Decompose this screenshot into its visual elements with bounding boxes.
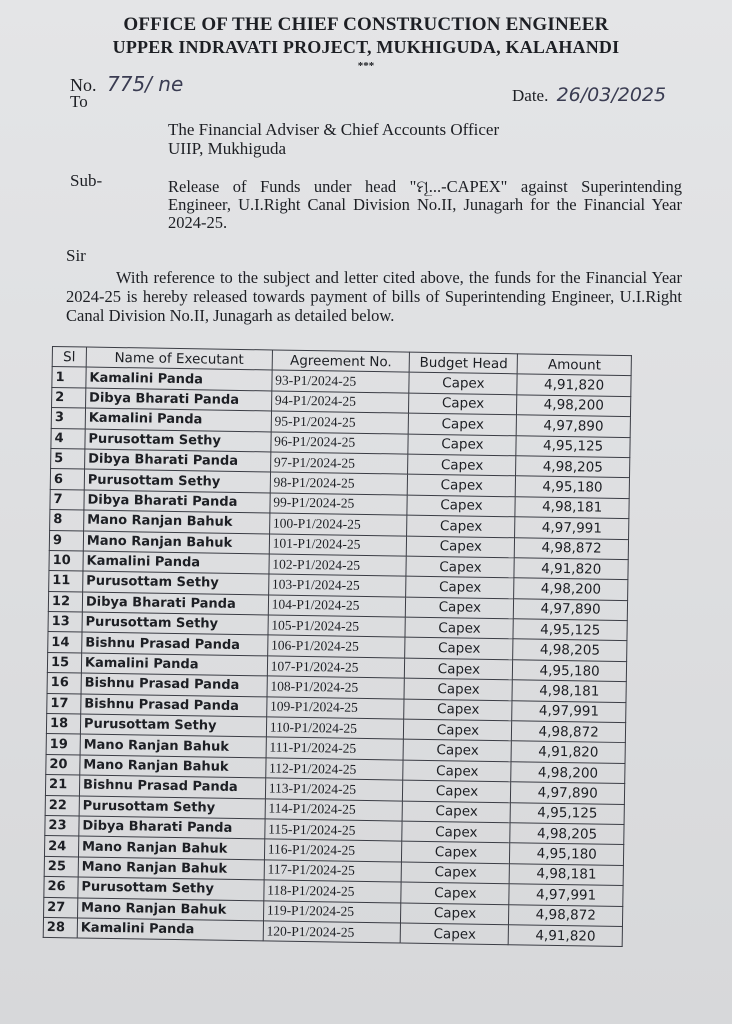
cell-sl: 16 bbox=[47, 673, 81, 694]
funds-table bbox=[43, 346, 632, 947]
table-body bbox=[43, 367, 631, 947]
cell-amount: 4,98,205 bbox=[516, 456, 630, 478]
cell-amount: 4,98,181 bbox=[512, 680, 626, 702]
cell-executant: Dibya Bharati Panda bbox=[82, 592, 268, 615]
cell-amount: 4,98,200 bbox=[517, 395, 631, 417]
cell-budget-head: Capex bbox=[405, 617, 513, 639]
office-title: OFFICE OF THE CHIEF CONSTRUCTION ENGINEER bbox=[123, 14, 609, 35]
cell-executant: Bishnu Prasad Panda bbox=[82, 632, 268, 655]
cell-budget-head: Capex bbox=[402, 821, 510, 843]
cell-budget-head: Capex bbox=[407, 536, 515, 558]
cell-amount: 4,98,200 bbox=[511, 762, 625, 784]
cell-amount: 4,98,872 bbox=[515, 537, 629, 559]
cell-sl: 24 bbox=[44, 836, 78, 857]
cell-agreement: 104-P1/2024-25 bbox=[268, 595, 406, 618]
cell-sl: 6 bbox=[50, 469, 84, 490]
cell-executant: Mano Ranjan Bahuk bbox=[83, 531, 269, 554]
cell-agreement: 113-P1/2024-25 bbox=[265, 778, 403, 801]
header-agreement: Agreement No. bbox=[272, 350, 410, 373]
cell-sl: 11 bbox=[49, 571, 83, 592]
header-budget-head: Budget Head bbox=[410, 352, 518, 374]
cell-agreement: 99-P1/2024-25 bbox=[270, 493, 408, 516]
cell-agreement: 93-P1/2024-25 bbox=[272, 370, 410, 393]
cell-sl: 28 bbox=[43, 917, 77, 938]
subject-label: Sub- bbox=[70, 171, 103, 190]
project-title: UPPER INDRAVATI PROJECT, MUKHIGUDA, KALAHANDI bbox=[112, 37, 620, 57]
cell-executant: Purusottam Sethy bbox=[79, 796, 265, 819]
cell-agreement: 111-P1/2024-25 bbox=[266, 737, 404, 760]
cell-budget-head: Capex bbox=[403, 760, 511, 782]
cell-executant: Purusottam Sethy bbox=[84, 469, 270, 492]
cell-sl: 12 bbox=[48, 591, 82, 612]
cell-amount: 4,97,991 bbox=[509, 884, 623, 906]
cell-executant: Kamalini Panda bbox=[85, 408, 271, 431]
cell-amount: 4,97,890 bbox=[514, 598, 628, 620]
cell-executant: Dibya Bharati Panda bbox=[79, 816, 265, 839]
letter-number-value: 775/ ne bbox=[107, 72, 184, 96]
cell-sl: 8 bbox=[50, 510, 84, 531]
cell-amount: 4,91,820 bbox=[511, 741, 625, 763]
cell-sl: 4 bbox=[51, 428, 85, 449]
header-amount: Amount bbox=[517, 354, 631, 376]
cell-sl: 3 bbox=[51, 408, 85, 429]
letter-number-label: No. bbox=[70, 75, 97, 95]
cell-amount: 4,95,180 bbox=[510, 843, 624, 865]
letter-date bbox=[512, 84, 666, 106]
cell-agreement: 108-P1/2024-25 bbox=[267, 676, 405, 699]
cell-budget-head: Capex bbox=[409, 373, 517, 395]
cell-executant: Bishnu Prasad Panda bbox=[81, 673, 267, 696]
cell-agreement: 110-P1/2024-25 bbox=[266, 717, 404, 740]
cell-budget-head: Capex bbox=[404, 719, 512, 741]
cell-executant: Mano Ranjan Bahuk bbox=[80, 755, 266, 778]
cell-budget-head: Capex bbox=[409, 393, 517, 415]
cell-executant: Purusottam Sethy bbox=[83, 571, 269, 594]
cell-agreement: 98-P1/2024-25 bbox=[270, 472, 408, 495]
cell-budget-head: Capex bbox=[407, 495, 515, 517]
cell-amount: 4,98,872 bbox=[509, 904, 623, 926]
cell-budget-head: Capex bbox=[404, 678, 512, 700]
cell-sl: 5 bbox=[51, 448, 85, 469]
cell-budget-head: Capex bbox=[402, 862, 510, 884]
cell-executant: Dibya Bharati Panda bbox=[85, 388, 271, 411]
cell-agreement: 95-P1/2024-25 bbox=[271, 411, 409, 434]
cell-sl: 1 bbox=[52, 367, 86, 388]
cell-budget-head: Capex bbox=[408, 434, 516, 456]
header-sl: Sl bbox=[52, 347, 86, 368]
body-paragraph: With reference to the subject and letter cited above, the funds for the Financial Year 2024-25 is hereby released towards payment of bills of Superintending Engineer, U.I.Right Canal Division No.II, Junagarh as detailed below. bbox=[66, 268, 682, 325]
cell-executant: Kamalini Panda bbox=[83, 551, 269, 574]
cell-sl: 9 bbox=[49, 530, 83, 551]
cell-agreement: 106-P1/2024-25 bbox=[267, 635, 405, 658]
cell-amount: 4,97,890 bbox=[517, 415, 631, 437]
cell-amount: 4,91,820 bbox=[509, 925, 623, 947]
cell-amount: 4,91,820 bbox=[514, 558, 628, 580]
cell-agreement: 101-P1/2024-25 bbox=[269, 533, 407, 556]
salutation: Sir bbox=[66, 246, 86, 265]
cell-budget-head: Capex bbox=[406, 556, 514, 578]
cell-executant: Kamalini Panda bbox=[77, 918, 263, 941]
cell-executant: Dibya Bharati Panda bbox=[84, 490, 270, 513]
to-label: To bbox=[70, 92, 88, 111]
cell-sl: 21 bbox=[45, 775, 79, 796]
cell-sl: 19 bbox=[46, 734, 80, 755]
cell-agreement: 115-P1/2024-25 bbox=[264, 819, 402, 842]
cell-amount: 4,98,181 bbox=[515, 497, 629, 519]
cell-agreement: 114-P1/2024-25 bbox=[265, 798, 403, 821]
cell-executant: Mano Ranjan Bahuk bbox=[84, 510, 270, 533]
cell-sl: 23 bbox=[45, 815, 79, 836]
cell-executant: Bishnu Prasad Panda bbox=[81, 694, 267, 717]
cell-amount: 4,95,125 bbox=[510, 802, 624, 824]
cell-budget-head: Capex bbox=[401, 882, 509, 904]
cell-budget-head: Capex bbox=[404, 739, 512, 761]
cell-amount: 4,98,181 bbox=[509, 864, 623, 886]
cell-sl: 18 bbox=[46, 713, 80, 734]
cell-agreement: 96-P1/2024-25 bbox=[271, 432, 409, 455]
cell-sl: 15 bbox=[47, 652, 81, 673]
cell-agreement: 119-P1/2024-25 bbox=[263, 900, 401, 923]
cell-amount: 4,98,200 bbox=[514, 578, 628, 600]
cell-agreement: 107-P1/2024-25 bbox=[267, 656, 405, 679]
cell-executant: Purusottam Sethy bbox=[78, 877, 264, 900]
cell-agreement: 97-P1/2024-25 bbox=[270, 452, 408, 475]
date-value: 26/03/2025 bbox=[556, 84, 667, 106]
cell-budget-head: Capex bbox=[401, 923, 509, 945]
cell-agreement: 105-P1/2024-25 bbox=[268, 615, 406, 638]
cell-agreement: 116-P1/2024-25 bbox=[264, 839, 402, 862]
cell-amount: 4,97,991 bbox=[512, 700, 626, 722]
cell-agreement: 120-P1/2024-25 bbox=[263, 921, 401, 944]
cell-executant: Purusottam Sethy bbox=[82, 612, 268, 635]
cell-budget-head: Capex bbox=[408, 454, 516, 476]
cell-agreement: 94-P1/2024-25 bbox=[271, 391, 409, 414]
cell-budget-head: Capex bbox=[403, 780, 511, 802]
cell-executant: Kamalini Panda bbox=[86, 367, 272, 390]
cell-sl: 7 bbox=[50, 489, 84, 510]
cell-executant: Mano Ranjan Bahuk bbox=[78, 857, 264, 880]
cell-sl: 20 bbox=[46, 754, 80, 775]
cell-amount: 4,97,991 bbox=[515, 517, 629, 539]
subject-text: Release of Funds under head "ମୂ...-CAPEX" against Superintending Engineer, U.I.Right Canal Division No.II, Junagarh for the Financial Year 2024-25. bbox=[168, 177, 682, 232]
cell-amount: 4,98,205 bbox=[513, 639, 627, 661]
cell-budget-head: Capex bbox=[402, 841, 510, 863]
cell-sl: 17 bbox=[47, 693, 81, 714]
cell-executant: Purusottam Sethy bbox=[85, 429, 271, 452]
cell-executant: Mano Ranjan Bahuk bbox=[77, 898, 263, 921]
cell-executant: Dibya Bharati Panda bbox=[84, 449, 270, 472]
cell-executant: Mano Ranjan Bahuk bbox=[78, 836, 264, 859]
cell-budget-head: Capex bbox=[401, 903, 509, 925]
cell-budget-head: Capex bbox=[408, 474, 516, 496]
cell-agreement: 100-P1/2024-25 bbox=[269, 513, 407, 536]
cell-agreement: 112-P1/2024-25 bbox=[265, 758, 403, 781]
cell-amount: 4,95,180 bbox=[513, 660, 627, 682]
cell-agreement: 103-P1/2024-25 bbox=[268, 574, 406, 597]
cell-budget-head: Capex bbox=[405, 658, 513, 680]
cell-executant: Bishnu Prasad Panda bbox=[79, 775, 265, 798]
cell-amount: 4,98,205 bbox=[510, 823, 624, 845]
addressee-line-2: UIIP, Mukhiguda bbox=[168, 139, 287, 158]
cell-sl: 25 bbox=[44, 856, 78, 877]
header-name: Name of Executant bbox=[86, 347, 272, 370]
date-label: Date. bbox=[512, 86, 549, 105]
cell-agreement: 118-P1/2024-25 bbox=[264, 880, 402, 903]
cell-sl: 27 bbox=[44, 897, 78, 918]
cell-sl: 2 bbox=[52, 387, 86, 408]
cell-sl: 22 bbox=[45, 795, 79, 816]
cell-amount: 4,91,820 bbox=[517, 374, 631, 396]
cell-sl: 10 bbox=[49, 550, 83, 571]
cell-agreement: 109-P1/2024-25 bbox=[266, 697, 404, 720]
cell-amount: 4,98,872 bbox=[512, 721, 626, 743]
addressee-line-1: The Financial Adviser & Chief Accounts Officer bbox=[168, 120, 500, 139]
cell-amount: 4,95,180 bbox=[516, 476, 630, 498]
cell-amount: 4,97,890 bbox=[511, 782, 625, 804]
cell-agreement: 117-P1/2024-25 bbox=[264, 860, 402, 883]
cell-sl: 13 bbox=[48, 612, 82, 633]
cell-budget-head: Capex bbox=[409, 413, 517, 435]
cell-sl: 14 bbox=[48, 632, 82, 653]
cell-executant: Kamalini Panda bbox=[81, 653, 267, 676]
cell-budget-head: Capex bbox=[407, 515, 515, 537]
cell-budget-head: Capex bbox=[404, 699, 512, 721]
cell-budget-head: Capex bbox=[403, 801, 511, 823]
cell-budget-head: Capex bbox=[406, 597, 514, 619]
cell-amount: 4,95,125 bbox=[516, 435, 630, 457]
cell-sl: 26 bbox=[44, 877, 78, 898]
cell-executant: Purusottam Sethy bbox=[80, 714, 266, 737]
cell-budget-head: Capex bbox=[406, 576, 514, 598]
header-stars: *** bbox=[357, 60, 375, 72]
cell-executant: Mano Ranjan Bahuk bbox=[80, 734, 266, 757]
cell-amount: 4,95,125 bbox=[513, 619, 627, 641]
cell-budget-head: Capex bbox=[405, 638, 513, 660]
cell-agreement: 102-P1/2024-25 bbox=[269, 554, 407, 577]
